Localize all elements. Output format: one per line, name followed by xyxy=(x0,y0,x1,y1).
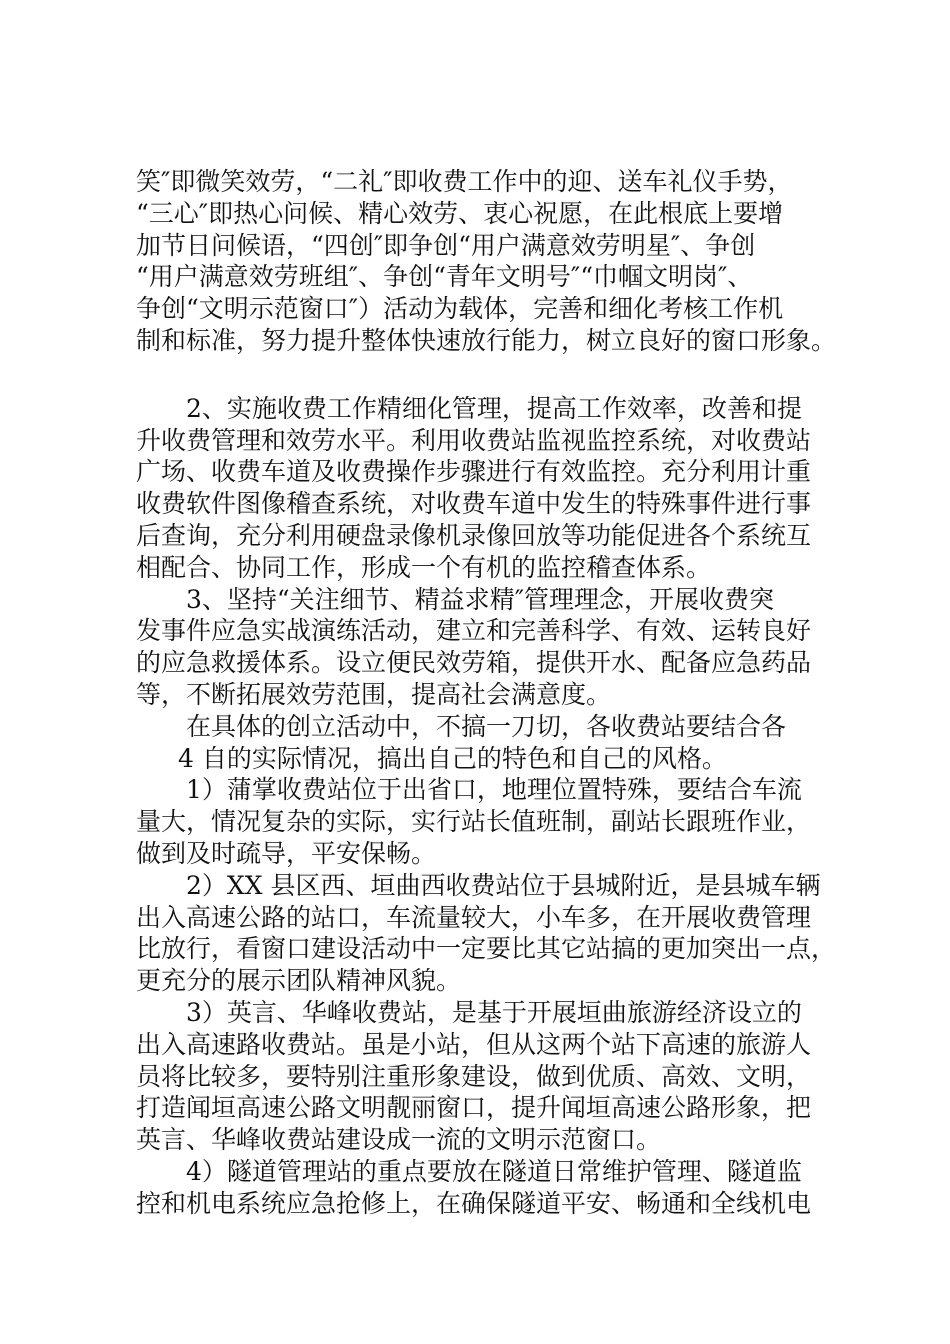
paragraph-3-start: 3、坚持“关注细节、精益求精″管理理念，开展收费突 xyxy=(186,584,775,614)
text-line: 后查询，充分利用硬盘录像机录像回放等功能促进各个系统互 xyxy=(136,520,812,550)
text-line: 相配合、协同工作，形成一个有机的监控稽查体系。 xyxy=(136,552,712,582)
text-line: “三心″即热心问候、精心效劳、衷心祝愿，在此根底上要增 xyxy=(136,198,784,228)
text-line: 英言、华峰收费站建设成一流的文明示范窗口。 xyxy=(136,1125,662,1155)
item-4-start: 4）隧道管理站的重点要放在隧道日常维护管理、隧道监 xyxy=(186,1156,802,1186)
text-line: 收费软件图像稽查系统，对收费车道中发生的特殊事件进行事 xyxy=(136,489,812,519)
text-line: 做到及时疏导，平安保畅。 xyxy=(136,838,437,868)
document-body xyxy=(136,166,846,1220)
text-line: 4 自的实际情况，搞出自己的特色和自己的风格。 xyxy=(178,743,727,773)
text-line: 员将比较多，要特别注重形象建设，做到优质、高效、文明， xyxy=(136,1061,812,1091)
text-line: 出入高速路收费站。虽是小站，但从这两个站下高速的旅游人 xyxy=(136,1029,812,1059)
text-line: 量大，情况复杂的实际，实行站长值班制，副站长跟班作业， xyxy=(136,807,812,837)
paragraph-2-start: 2、实施收费工作精细化管理，提高工作效率，改善和提 xyxy=(186,393,802,423)
item-1-start: 1）蒲掌收费站位于出省口，地理位置特殊，要结合车流 xyxy=(186,775,802,805)
text-line: 笑″即微笑效劳，“二礼″即收费工作中的迎、送车礼仪手势， xyxy=(136,167,793,196)
text-line: 升收费管理和效劳水平。利用收费站监视监控系统，对收费站 xyxy=(136,425,812,455)
text-line: 等，不断拓展效劳范围，提高社会满意度。 xyxy=(136,679,612,709)
paragraph-gap xyxy=(136,357,846,393)
item-3-start: 3）英言、华峰收费站，是基于开展垣曲旅游经济设立的 xyxy=(186,997,802,1027)
text-line: 广场、收费车道及收费操作步骤进行有效监控。充分利用计重 xyxy=(136,457,812,487)
item-2-start: 2）XX 县区西、垣曲西收费站位于县城附近，是县城车辆 xyxy=(186,870,821,900)
paragraph-4-start: 在具体的创立活动中，不搞一刀切，各收费站要结合各 xyxy=(186,711,787,741)
text-line: 争创“文明示范窗口″）活动为载体，完善和细化考核工作机 xyxy=(136,294,784,324)
text-line: 比放行，看窗口建设活动中一定要比其它站搞的更加突出一点， xyxy=(136,934,837,964)
text-line: 出入高速公路的站口，车流量较大，小车多，在开展收费管理 xyxy=(136,902,812,932)
text-line: 控和机电系统应急抢修上，在确保隧道平安、畅通和全线机电 xyxy=(136,1188,812,1218)
text-line: 发事件应急实战演练活动，建立和完善科学、有效、运转良好 xyxy=(136,616,812,646)
text-line: 更充分的展示团队精神风貌。 xyxy=(136,966,462,996)
text-line: 的应急救援体系。设立便民效劳箱，提供开水、配备应急药品 xyxy=(136,648,812,678)
text-line: “用户满意效劳班组″、争创“青年文明号″“巾帼文明岗″、 xyxy=(136,262,753,292)
text-line: 制和标准，努力提升整体快速放行能力，树立良好的窗口形象。 xyxy=(136,325,837,355)
text-line: 加节日问候语，“四创″即争创“用户满意效劳明星″、争创 xyxy=(136,230,756,260)
text-line: 打造闻垣高速公路文明靓丽窗口，提升闻垣高速公路形象，把 xyxy=(136,1093,812,1123)
